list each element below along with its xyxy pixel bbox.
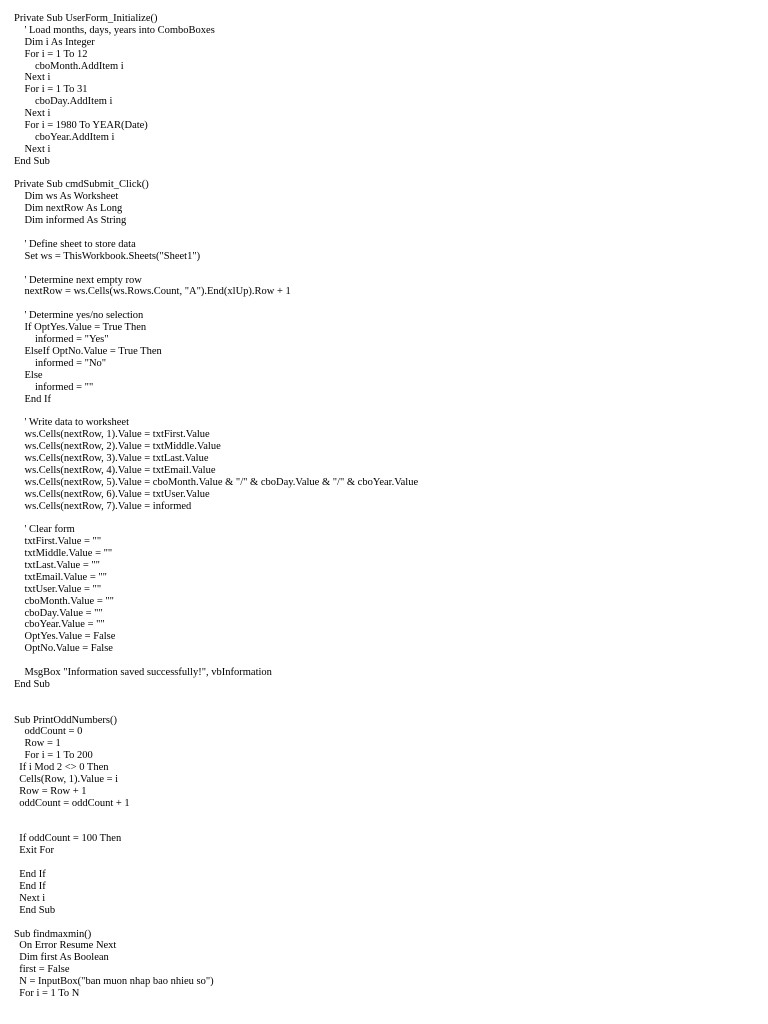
blank-line xyxy=(14,405,418,417)
blank-line xyxy=(14,263,418,275)
code-line: cboDay.Value = "" xyxy=(14,607,103,619)
code-line: informed = "Yes" xyxy=(14,334,109,346)
code-line: End Sub xyxy=(14,155,50,167)
code-line: On Error Resume Next xyxy=(14,940,117,952)
code-line: Dim nextRow As Long xyxy=(14,203,123,215)
code-line: Cells(Row, 1).Value = i xyxy=(14,774,119,785)
code-line: cboYear.Value = "" xyxy=(14,619,105,631)
code-line: Set ws = ThisWorkbook.Sheets("Sheet1") xyxy=(14,250,201,262)
code-line: Dim ws As Worksheet xyxy=(14,191,119,203)
code-line: ws.Cells(nextRow, 7).Value = informed xyxy=(14,500,192,512)
blank-line xyxy=(14,703,418,715)
code-line: Row = 1 xyxy=(14,738,61,750)
code-line: ws.Cells(nextRow, 4).Value = txtEmail.Value xyxy=(14,464,216,476)
code-line: Private Sub UserForm_Initialize() xyxy=(14,13,158,24)
code-line: If i Mod 2 <> 0 Then xyxy=(14,762,109,774)
code-line: For i = 1 To 200 xyxy=(14,750,93,762)
code-line: oddCount = 0 xyxy=(14,726,83,738)
code-line: Exit For xyxy=(14,845,54,857)
code-line: Row = Row + 1 xyxy=(14,785,87,797)
blank-line xyxy=(14,512,418,524)
code-line: Next i xyxy=(14,892,46,904)
code-line: ws.Cells(nextRow, 1).Value = txtFirst.Value xyxy=(14,429,210,441)
code-line: txtMiddle.Value = "" xyxy=(14,548,113,560)
code-line: Dim first As Boolean xyxy=(14,952,109,964)
blank-line xyxy=(14,168,418,180)
blank-line xyxy=(14,822,418,834)
code-line: End Sub xyxy=(14,678,50,690)
code-line: End If xyxy=(14,869,46,881)
code-line: ws.Cells(nextRow, 6).Value = txtUser.Value xyxy=(14,488,210,500)
code-line: Dim i As Integer xyxy=(14,36,95,48)
code-line: informed = "No" xyxy=(14,357,107,369)
code-listing xyxy=(14,13,418,1000)
code-line: cboMonth.Value = "" xyxy=(14,595,114,607)
blank-line xyxy=(14,227,418,239)
code-line: informed = "" xyxy=(14,381,94,393)
code-line: cboMonth.AddItem i xyxy=(14,60,124,72)
code-line: first = False xyxy=(14,964,70,976)
blank-line xyxy=(14,655,418,667)
code-line: cboYear.AddItem i xyxy=(14,131,115,143)
code-line: ' Determine next empty row xyxy=(14,274,142,286)
code-line: For i = 1980 To YEAR(Date) xyxy=(14,120,148,132)
code-line: oddCount = oddCount + 1 xyxy=(14,797,130,809)
code-line: N = InputBox("ban muon nhap bao nhieu so") xyxy=(14,976,214,988)
code-line: txtFirst.Value = "" xyxy=(14,536,102,548)
code-line: ws.Cells(nextRow, 3).Value = txtLast.Value xyxy=(14,452,209,464)
code-line: Sub PrintOddNumbers() xyxy=(14,714,117,726)
code-line: ws.Cells(nextRow, 2).Value = txtMiddle.Value xyxy=(14,441,221,453)
code-line: txtEmail.Value = "" xyxy=(14,571,107,583)
code-line: End If xyxy=(14,881,46,893)
code-line: OptYes.Value = False xyxy=(14,631,116,643)
code-line: ' Load months, days, years into ComboBoxes xyxy=(14,24,215,36)
blank-line xyxy=(14,298,418,310)
code-line: txtLast.Value = "" xyxy=(14,559,100,571)
code-line: ws.Cells(nextRow, 5).Value = cboMonth.Value & "/" & cboDay.Value & "/" & cboYear.Value xyxy=(14,476,419,488)
code-line: MsgBox "Information saved successfully!", vbInformation xyxy=(14,666,272,678)
code-line: ' Define sheet to store data xyxy=(14,238,136,250)
code-line: Else xyxy=(14,369,43,381)
code-line: If oddCount = 100 Then xyxy=(14,833,122,845)
blank-line xyxy=(14,917,418,929)
code-line: txtUser.Value = "" xyxy=(14,583,102,595)
code-line: Private Sub cmdSubmit_Click() xyxy=(14,179,149,191)
code-line: Next i xyxy=(14,72,51,84)
code-line: ' Determine yes/no selection xyxy=(14,310,144,322)
code-line: End If xyxy=(14,393,52,405)
blank-line xyxy=(14,691,418,703)
code-line: End Sub xyxy=(14,904,56,916)
code-line: If OptYes.Value = True Then xyxy=(14,322,147,334)
code-line: For i = 1 To 12 xyxy=(14,48,88,60)
code-line: Dim informed As String xyxy=(14,215,127,227)
code-line: Sub findmaxmin() xyxy=(14,928,92,940)
code-line: cboDay.AddItem i xyxy=(14,96,113,108)
blank-line xyxy=(14,810,418,822)
code-line: OptNo.Value = False xyxy=(14,643,113,655)
code-line: ' Write data to worksheet xyxy=(14,417,129,429)
code-line: Next i xyxy=(14,108,51,120)
blank-line xyxy=(14,857,418,869)
code-line: nextRow = ws.Cells(ws.Rows.Count, "A").End(xlUp).Row + 1 xyxy=(14,286,291,298)
code-line: ElseIf OptNo.Value = True Then xyxy=(14,345,162,357)
code-line: Next i xyxy=(14,143,51,155)
code-line: For i = 1 To 31 xyxy=(14,84,88,96)
code-line: For i = 1 To N xyxy=(14,988,80,1000)
code-line: ' Clear form xyxy=(14,524,75,536)
